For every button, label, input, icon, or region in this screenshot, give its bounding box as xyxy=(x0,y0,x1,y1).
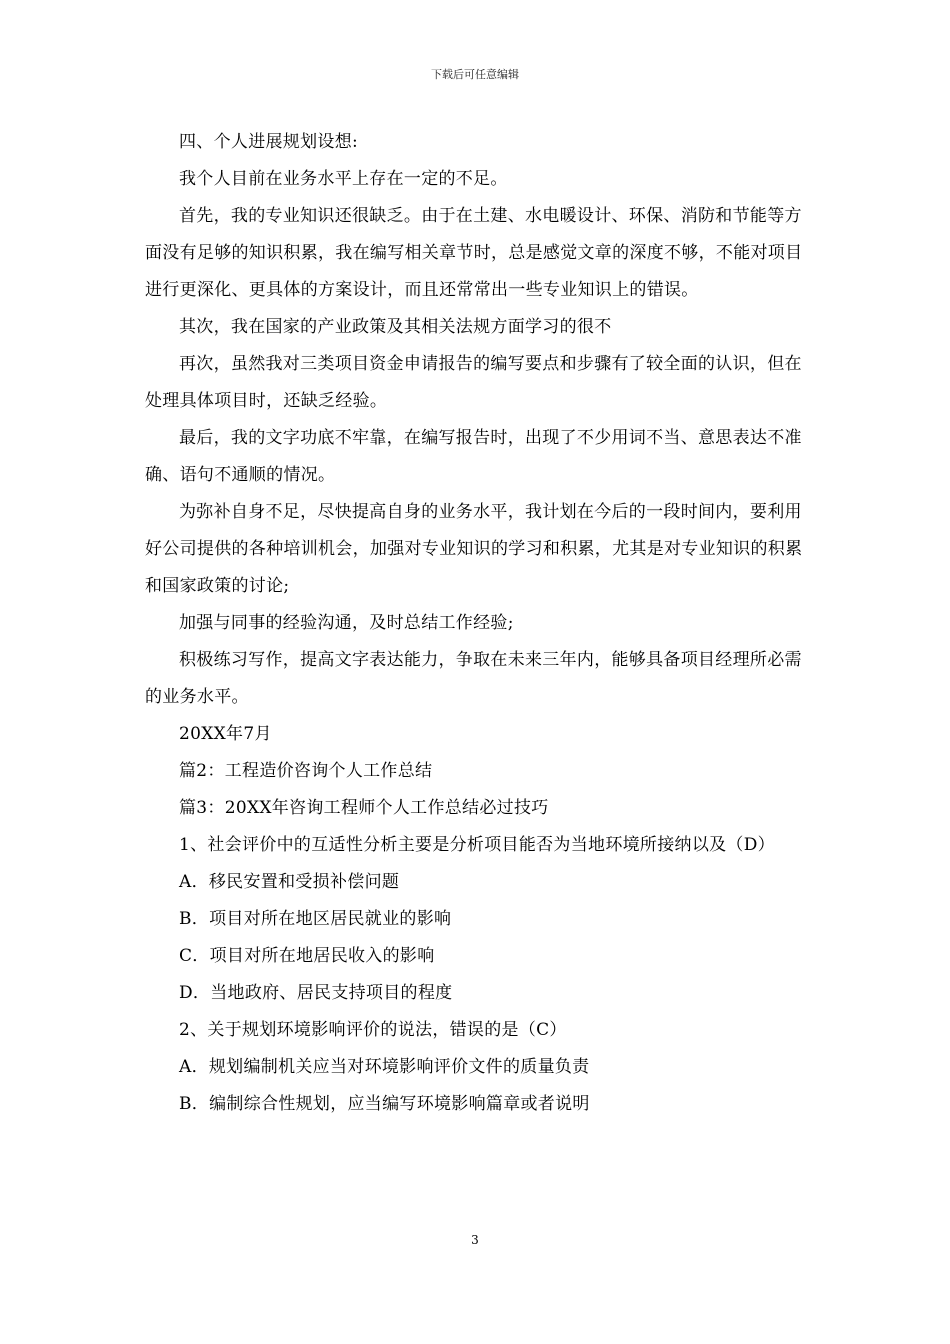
page-number: 3 xyxy=(471,1233,479,1247)
paragraph: 首先，我的专业知识还很缺乏。由于在土建、水电暖设计、环保、消防和节能等方面没有足够的知识积累，我在编写相关章节时，总是感觉文章的深度不够，不能对项目进行更深化、更具体的方案设计，而且还常常出一些专业知识上的错误。 xyxy=(145,206,803,300)
paragraph: 为弥补自身不足，尽快提高自身的业务水平，我计划在今后的一段时间内，要利用好公司提供的各种培训机会，加强对专业知识的学习和积累，尤其是对专业知识的积累和国家政策的讨论; xyxy=(145,502,803,596)
article-title: 篇2：工程造价咨询个人工作总结 xyxy=(179,761,433,781)
answer-option: B．项目对所在地区居民就业的影响 xyxy=(179,909,452,929)
answer-option: A．移民安置和受损补偿问题 xyxy=(179,872,400,892)
answer-option: D．当地政府、居民支持项目的程度 xyxy=(179,983,453,1003)
document-body xyxy=(145,124,813,1123)
page-header: 下载后可任意编辑 xyxy=(431,68,519,81)
paragraph: 加强与同事的经验沟通，及时总结工作经验; xyxy=(179,613,514,633)
date-line: 20XX年7月 xyxy=(179,724,272,744)
section-heading: 四、个人进展规划设想: xyxy=(179,132,359,152)
question: 2、关于规划环境影响评价的说法，错误的是（C） xyxy=(179,1020,567,1040)
paragraph: 最后，我的文字功底不牢靠，在编写报告时，出现了不少用词不当、意思表达不准确、语句不通顺的情况。 xyxy=(145,428,802,485)
article-title: 篇3：20XX年咨询工程师个人工作总结必过技巧 xyxy=(179,798,549,818)
question: 1、社会评价中的互适性分析主要是分析项目能否为当地环境所接纳以及（D） xyxy=(179,835,775,855)
paragraph: 我个人目前在业务水平上存在一定的不足。 xyxy=(179,169,508,189)
paragraph: 其次，我在国家的产业政策及其相关法规方面学习的很不 xyxy=(179,317,612,337)
paragraph: 积极练习写作，提高文字表达能力，争取在未来三年内，能够具备项目经理所必需的业务水平。 xyxy=(145,650,802,707)
answer-option: C．项目对所在地居民收入的影响 xyxy=(179,946,435,966)
paragraph: 再次，虽然我对三类项目资金申请报告的编写要点和步骤有了较全面的认识，但在处理具体项目时，还缺乏经验。 xyxy=(145,354,802,411)
answer-option: A．规划编制机关应当对环境影响评价文件的质量负责 xyxy=(179,1057,590,1077)
answer-option: B．编制综合性规划，应当编写环境影响篇章或者说明 xyxy=(179,1094,590,1114)
